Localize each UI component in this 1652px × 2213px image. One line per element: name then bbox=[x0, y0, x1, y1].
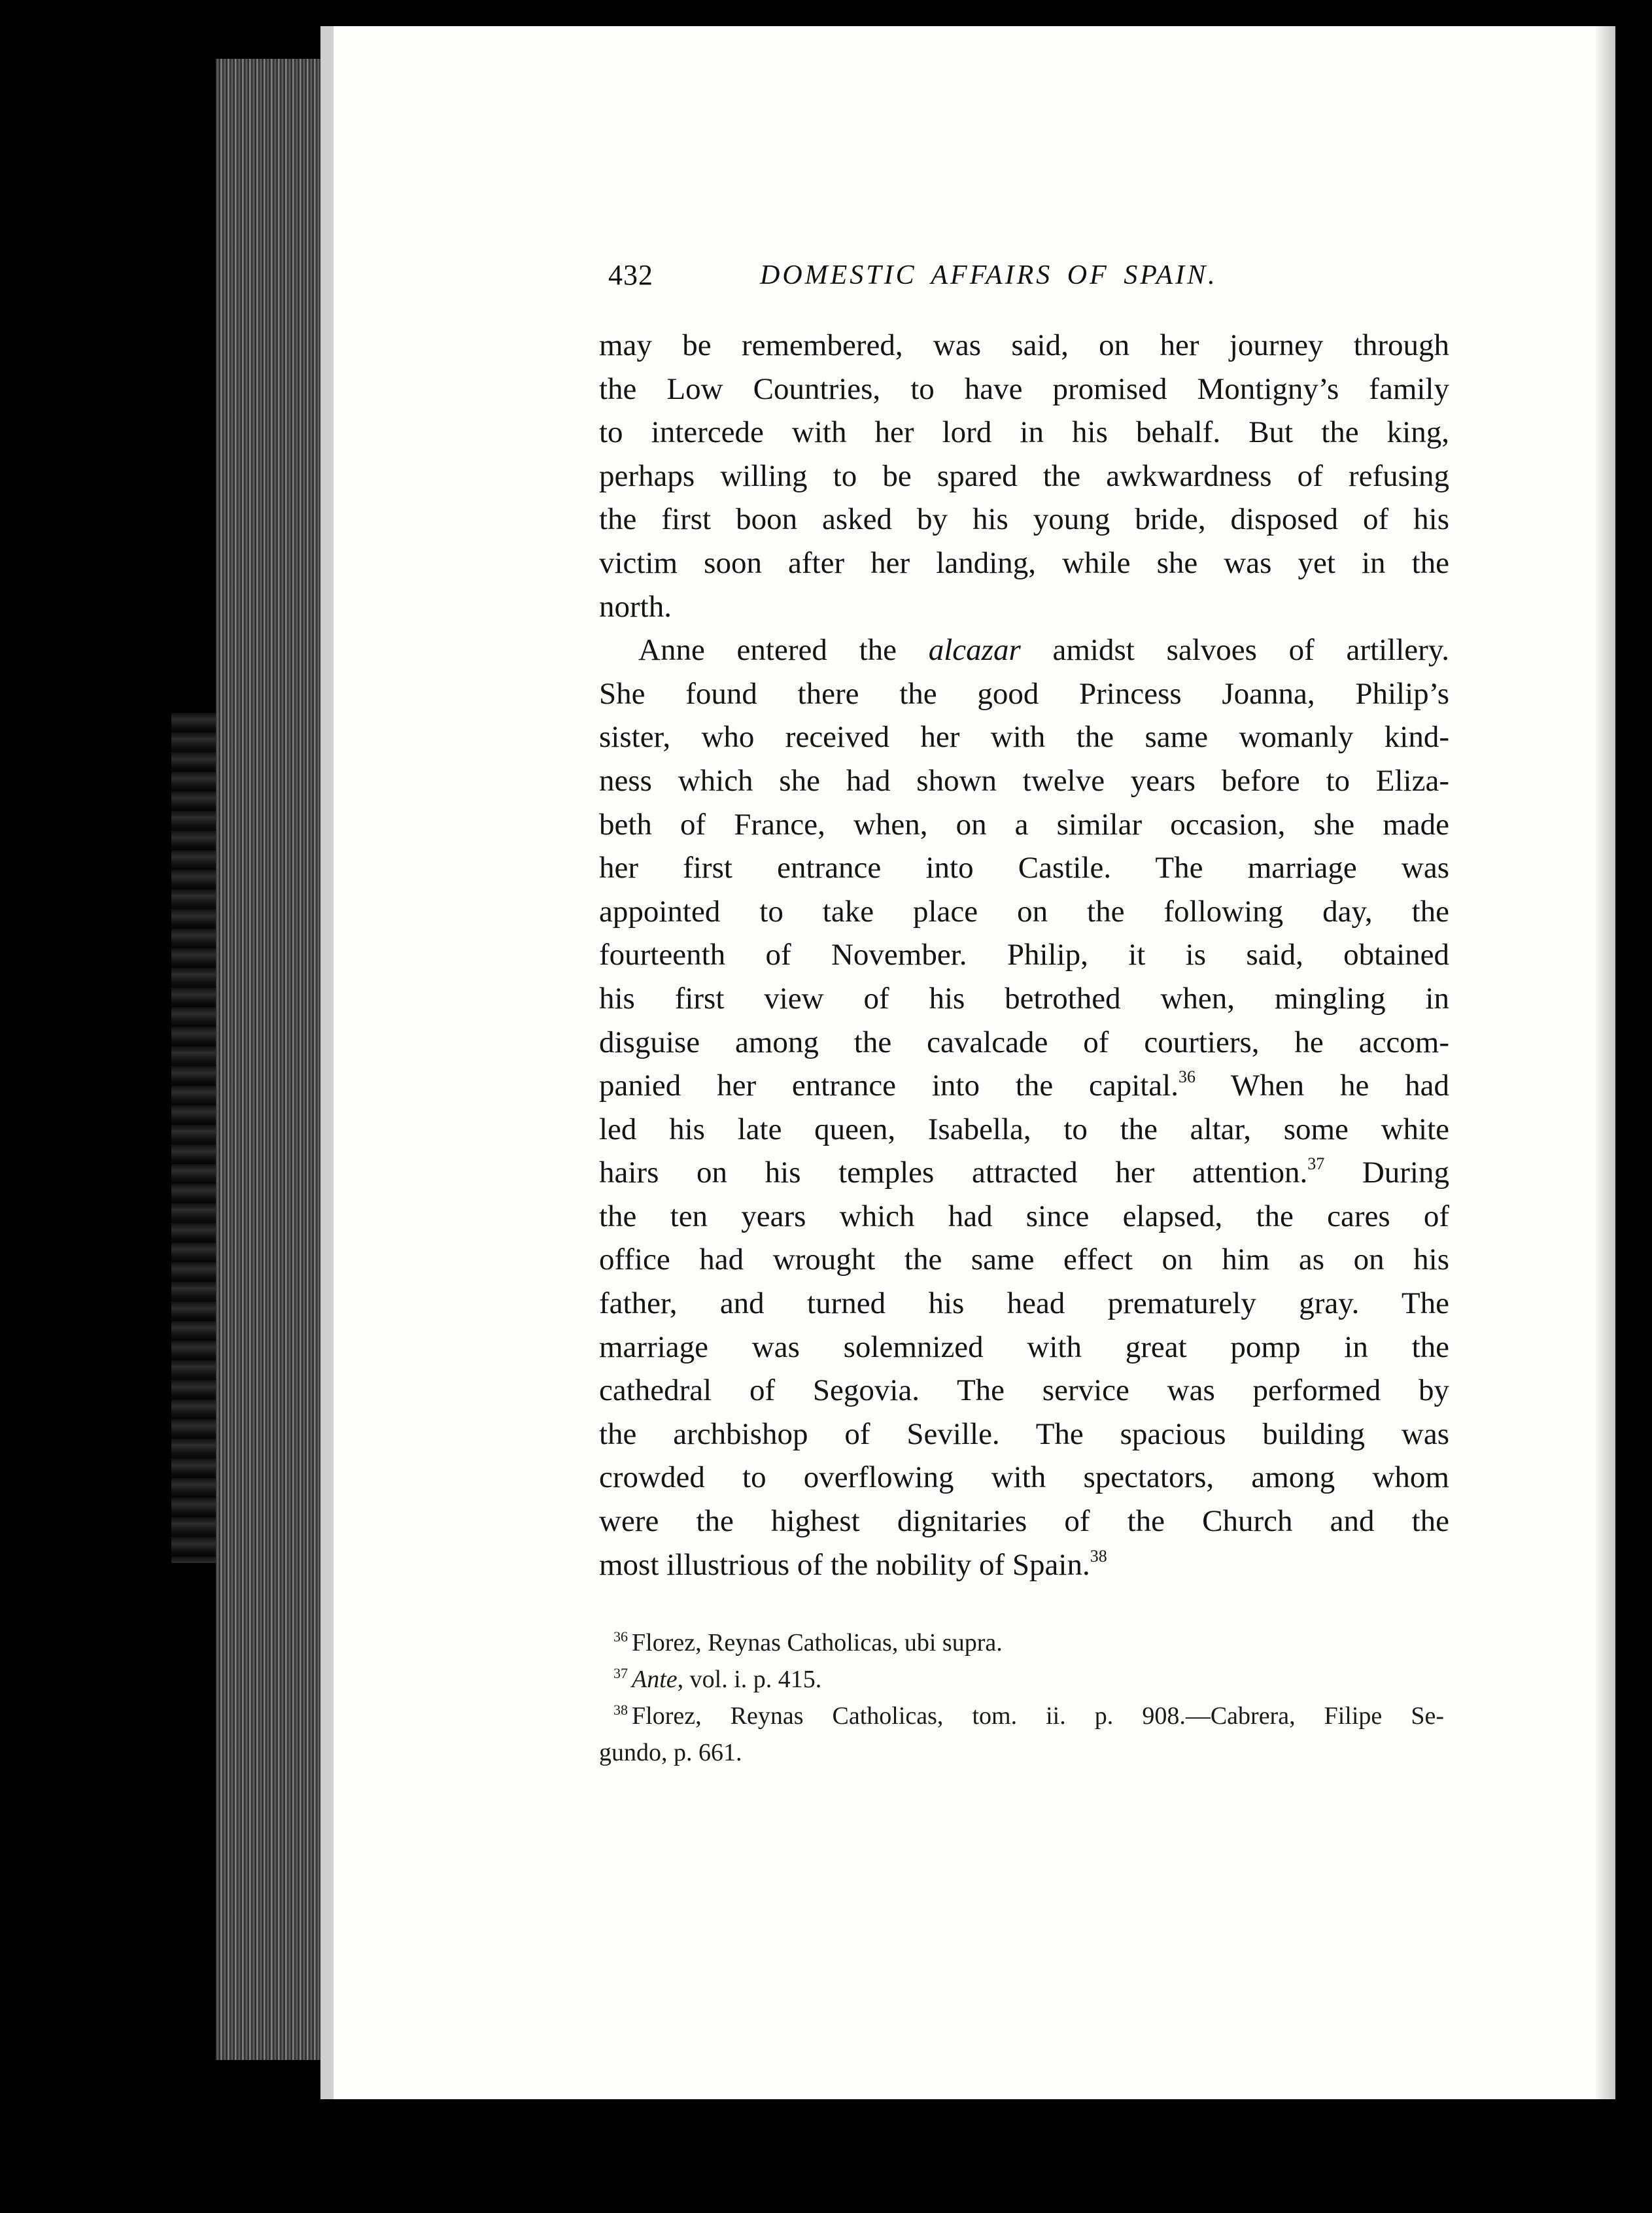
text-line: to intercede with her lord in his behalf. But the king, bbox=[599, 415, 1449, 450]
italic-term: alcazar bbox=[928, 633, 1021, 668]
footnote-italic: Ante bbox=[632, 1666, 678, 1693]
text-line bbox=[599, 1151, 1449, 1195]
text-fragment: amidst salvoes of artillery. bbox=[1052, 633, 1450, 668]
footnote-ref-36[interactable]: 36 bbox=[1178, 1067, 1196, 1087]
text-line: appointed to take place on the following day, the bbox=[599, 894, 1449, 929]
text-line: north. bbox=[599, 589, 672, 624]
footnote-mark: 36 bbox=[613, 1628, 628, 1645]
text-line: victim soon after her landing, while she was yet in the bbox=[599, 545, 1449, 580]
book-page-edges bbox=[216, 59, 331, 2060]
text-line: sister, who received her with the same womanly kind- bbox=[599, 720, 1449, 755]
text-fragment: most illustrious of the nobility of Spain. bbox=[599, 1547, 1090, 1582]
text-line: led his late queen, Isabella, to the altar, some white bbox=[599, 1112, 1449, 1146]
text-line: were the highest dignitaries of the Church and the bbox=[599, 1504, 1449, 1539]
text-line: the first boon asked by his young bride, disposed of his bbox=[599, 502, 1449, 537]
text-line: may be remembered, was said, on her journey through bbox=[599, 328, 1449, 362]
running-header bbox=[608, 258, 1315, 304]
footnote-37 bbox=[599, 1661, 1444, 1698]
text-line bbox=[599, 1543, 1449, 1587]
paragraph-2 bbox=[599, 628, 1449, 1587]
text-fragment: When he had bbox=[1195, 1069, 1449, 1103]
running-title: DOMESTIC AFFAIRS OF SPAIN. bbox=[760, 260, 1218, 290]
footnote-ref-37[interactable]: 37 bbox=[1307, 1154, 1325, 1174]
text-line: beth of France, when, on a similar occasion, she made bbox=[599, 807, 1449, 842]
text-line: crowded to overflowing with spectators, among whom bbox=[599, 1460, 1449, 1495]
text-line: the ten years which had since elapsed, the cares of bbox=[599, 1199, 1449, 1233]
text-line: the Low Countries, to have promised Montigny’s family bbox=[599, 371, 1449, 406]
text-line: cathedral of Segovia. The service was performed by bbox=[599, 1373, 1449, 1408]
text-line: She found there the good Princess Joanna, Philip’s bbox=[599, 676, 1449, 711]
text-line: father, and turned his head prematurely gray. The bbox=[599, 1286, 1449, 1321]
paragraph-1 bbox=[599, 324, 1449, 628]
text-line-first bbox=[599, 628, 1449, 672]
page-number: 432 bbox=[608, 259, 653, 291]
text-fragment: Anne entered the bbox=[638, 633, 897, 668]
footnote-mark: 37 bbox=[613, 1665, 628, 1681]
text-line: marriage was solemnized with great pomp in the bbox=[599, 1330, 1449, 1364]
footnote-36 bbox=[599, 1624, 1444, 1661]
text-fragment: panied her entrance into the capital. bbox=[599, 1069, 1179, 1103]
text-line: disguise among the cavalcade of courtiers, he accom- bbox=[599, 1025, 1449, 1059]
footnotes bbox=[599, 1624, 1444, 1771]
footnote-text: Florez, Reynas Catholicas, ubi supra. bbox=[632, 1629, 1003, 1656]
footnote-38 bbox=[599, 1698, 1444, 1734]
text-line bbox=[599, 1064, 1449, 1108]
footnote-mark: 38 bbox=[613, 1702, 628, 1718]
text-fragment: hairs on his temples attracted her attention. bbox=[599, 1156, 1308, 1190]
body-text bbox=[599, 324, 1449, 1587]
footnote-ref-38[interactable]: 38 bbox=[1090, 1546, 1107, 1566]
text-line: her first entrance into Castile. The marriage was bbox=[599, 851, 1449, 885]
scan-border bbox=[1615, 0, 1652, 2213]
footnote-38-continued: gundo, p. 661. bbox=[599, 1739, 742, 1766]
text-line: his first view of his betrothed when, mingling in bbox=[599, 981, 1449, 1016]
text-line: office had wrought the same effect on him as on his bbox=[599, 1243, 1449, 1277]
text-line: perhaps willing to be spared the awkwardness of refusing bbox=[599, 458, 1449, 493]
text-fragment: During bbox=[1324, 1156, 1449, 1190]
footnote-text: Florez, Reynas Catholicas, tom. ii. p. 908.—Cabrera, Filipe Se- bbox=[632, 1702, 1444, 1730]
text-line: fourteenth of November. Philip, it is said, obtained bbox=[599, 938, 1449, 972]
text-line: the archbishop of Seville. The spacious building was bbox=[599, 1416, 1449, 1451]
text-line: ness which she had shown twelve years before to Eliza- bbox=[599, 763, 1449, 798]
footnote-text: , vol. i. p. 415. bbox=[677, 1666, 822, 1693]
